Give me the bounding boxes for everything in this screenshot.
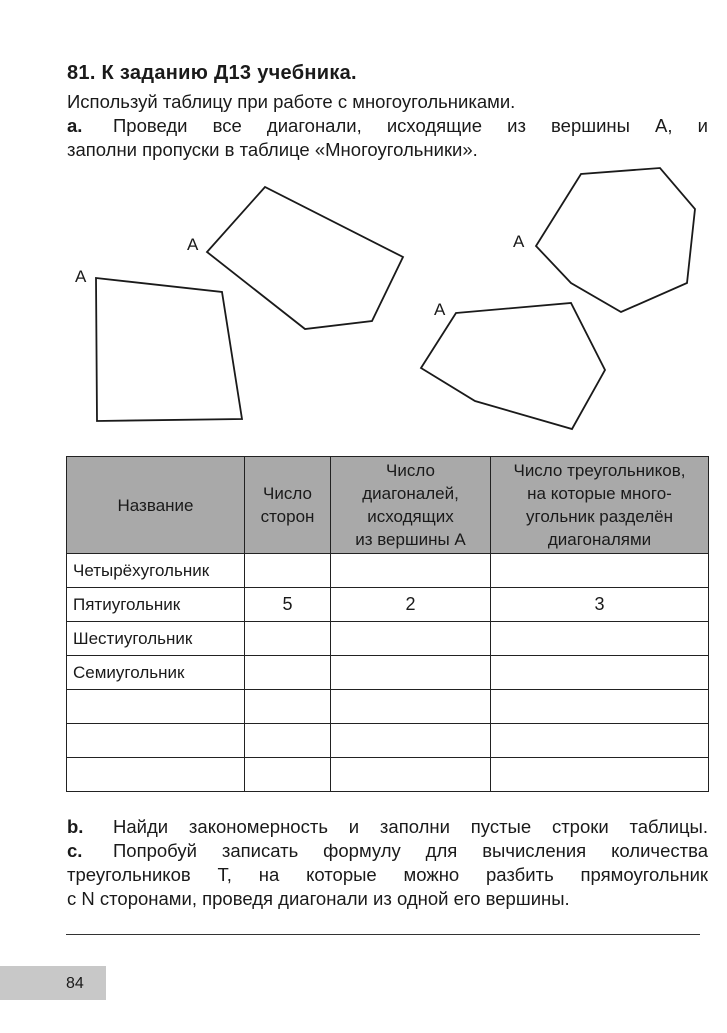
task-b [67, 815, 708, 839]
page-number-tab [0, 966, 106, 1000]
task-c-line1 [67, 839, 708, 863]
heptagon [536, 168, 695, 312]
pentagon [207, 187, 403, 329]
task-b-text: Найди закономерность и заполни пустые строки таблицы. [113, 816, 708, 837]
header-name: Название [67, 457, 245, 554]
cell-triangles[interactable] [491, 724, 709, 758]
vertex-label-pentagon: А [187, 235, 199, 254]
vertex-label-hexagon: А [434, 300, 446, 319]
cell-diagonals[interactable] [331, 758, 491, 792]
cell-diagonals[interactable] [331, 622, 491, 656]
hexagon [421, 303, 605, 429]
cell-name: Шестиугольник [67, 622, 245, 656]
table-row [67, 588, 709, 622]
cell-triangles[interactable] [491, 690, 709, 724]
header-diagonals-line: Число [386, 461, 435, 480]
cell-diagonals[interactable] [331, 554, 491, 588]
header-diagonals-line: из вершины А [355, 530, 466, 549]
table-row [67, 690, 709, 724]
page-number: 84 [66, 975, 84, 992]
cell-name[interactable] [67, 724, 245, 758]
table-row [67, 724, 709, 758]
task-c-line3: с N сторонами, проведя диагонали из одной его вершины. [67, 888, 570, 909]
header-triangles-line: на которые много- [527, 484, 672, 503]
cell-diagonals[interactable] [331, 724, 491, 758]
cell-sides[interactable] [245, 690, 331, 724]
cell-name: Четырёхугольник [67, 554, 245, 588]
task-c-text1: Попробуй записать формулу для вычисления количества [113, 840, 708, 861]
cell-diagonals[interactable] [331, 690, 491, 724]
quadrilateral [96, 278, 242, 421]
header-triangles-line: Число треугольников, [513, 461, 686, 480]
header-diagonals-line: исходящих [367, 507, 454, 526]
table-row [67, 554, 709, 588]
cell-sides[interactable] [245, 724, 331, 758]
table-row [67, 622, 709, 656]
table-header-row [67, 457, 709, 554]
header-diagonals [331, 457, 491, 554]
cell-sides[interactable] [245, 758, 331, 792]
cell-name[interactable] [67, 690, 245, 724]
polygon-figures [0, 0, 727, 450]
cell-triangles[interactable] [491, 656, 709, 690]
table-row [67, 758, 709, 792]
header-diagonals-line: диагоналей, [362, 484, 459, 503]
task-c-line2: треугольников Т, на которые можно разбить прямоугольник [67, 864, 708, 885]
table-row [67, 656, 709, 690]
task-a-label: а. [67, 115, 83, 136]
cell-sides[interactable] [245, 554, 331, 588]
header-triangles [491, 457, 709, 554]
cell-sides[interactable] [245, 622, 331, 656]
polygons-table [66, 456, 709, 792]
cell-name[interactable] [67, 758, 245, 792]
cell-triangles[interactable] [491, 554, 709, 588]
task-a-line2: заполни пропуски в таблице «Многоугольники». [67, 139, 478, 160]
vertex-label-quadrilateral: А [75, 267, 87, 286]
vertex-label-heptagon: А [513, 232, 525, 251]
cell-triangles[interactable]: 3 [491, 588, 709, 622]
task-b-label: b. [67, 816, 84, 837]
cell-name: Пятиугольник [67, 588, 245, 622]
cell-triangles[interactable] [491, 622, 709, 656]
bottom-rule [66, 934, 700, 935]
task-title: 81. К заданию Д13 учебника. [67, 62, 357, 84]
task-c-label: c. [67, 840, 83, 861]
task-intro: Используй таблицу при работе с многоугольниками. [67, 91, 516, 112]
header-sides: Число сторон [245, 457, 331, 554]
task-a-text1: Проведи все диагонали, исходящие из вершины А, и [113, 115, 708, 136]
cell-diagonals[interactable]: 2 [331, 588, 491, 622]
header-triangles-line: диагоналями [547, 530, 652, 549]
cell-diagonals[interactable] [331, 656, 491, 690]
cell-sides[interactable] [245, 656, 331, 690]
cell-triangles[interactable] [491, 758, 709, 792]
cell-name: Семиугольник [67, 656, 245, 690]
cell-sides[interactable]: 5 [245, 588, 331, 622]
header-triangles-line: угольник разделён [526, 507, 673, 526]
